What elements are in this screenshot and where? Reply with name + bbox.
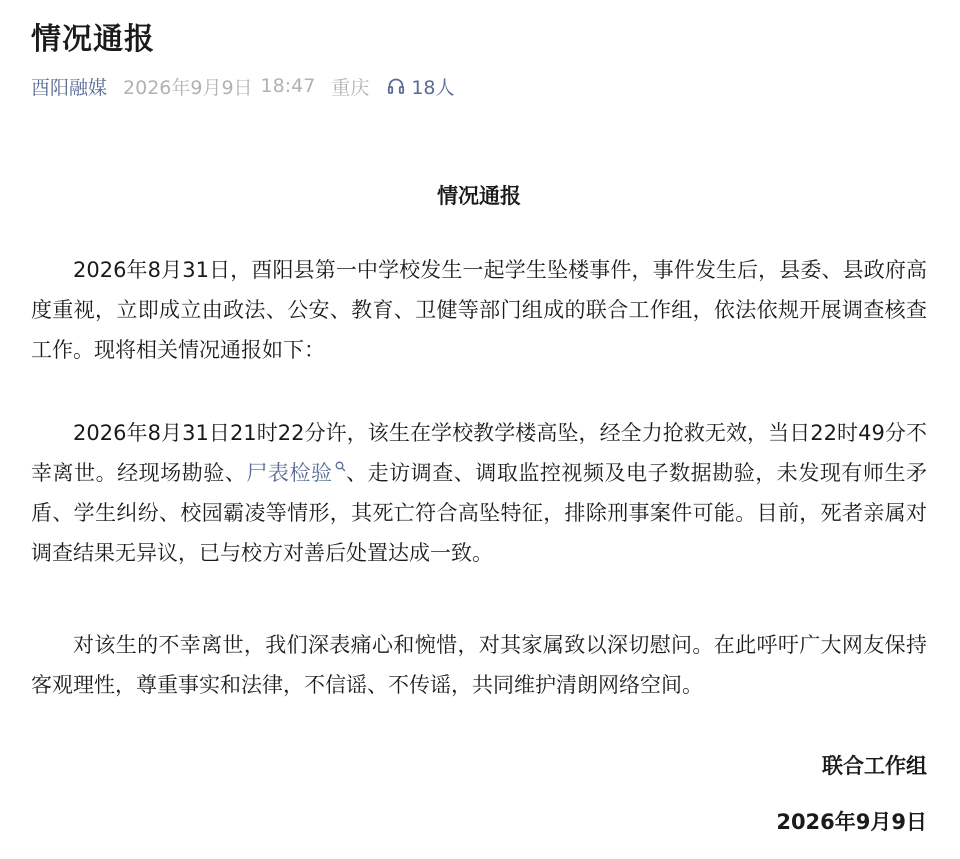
signature: 联合工作组 [822,754,927,778]
listener-count: 18人 [411,76,455,99]
publish-region: 重庆 [331,76,370,99]
signature-date: 2026年9月9日 [776,810,927,834]
article-title: 情况通报 [31,22,155,57]
listen-button[interactable] [387,73,454,100]
paragraph-2-end: 、走访调查、调取监控视频及电子数据勘验，未发现有师生矛盾、学生纠纷、校园霸凌等情形，其死亡符合高坠特征，排除刑事案件可能。目前，死者亲属对调查结果无异议，已与校方对善后处置达成一致。 [31,461,928,565]
source-account-link[interactable]: 酉阳融媒 [31,76,108,99]
paragraph-2 [31,413,927,573]
paragraph-2-start: 2026年8月31日21时22分许，该生在学校教学楼高坠，经全力抢救无效，当日22时49分不幸离世。经现场勘验、 [31,421,927,485]
paragraph-1: 2026年8月31日，酉阳县第一中学校发生一起学生坠楼事件，事件发生后，县委、县政府高度重视，立即成立由政法、公安、教育、卫健等部门组成的联合工作组，依法依规开展调查核查工作。现将相关情况通报如下： [31,258,927,362]
article-meta [31,72,455,100]
autopsy-search-link-text: 尸表检验 [246,461,333,485]
paragraph-3: 对该生的不幸离世，我们深表痛心和惋惜，对其家属致以深切慰问。在此呼吁广大网友保持客观理性，尊重事实和法律，不信谣、不传谣，共同维护清朗网络空间。 [31,633,927,697]
publish-time: 18:47 [260,75,316,97]
search-icon [335,461,346,472]
notice-heading: 情况通报 [437,184,521,208]
headphones-icon [387,77,405,95]
autopsy-search-link[interactable] [246,461,345,485]
publish-date: 2026年9月9日 [123,76,253,99]
